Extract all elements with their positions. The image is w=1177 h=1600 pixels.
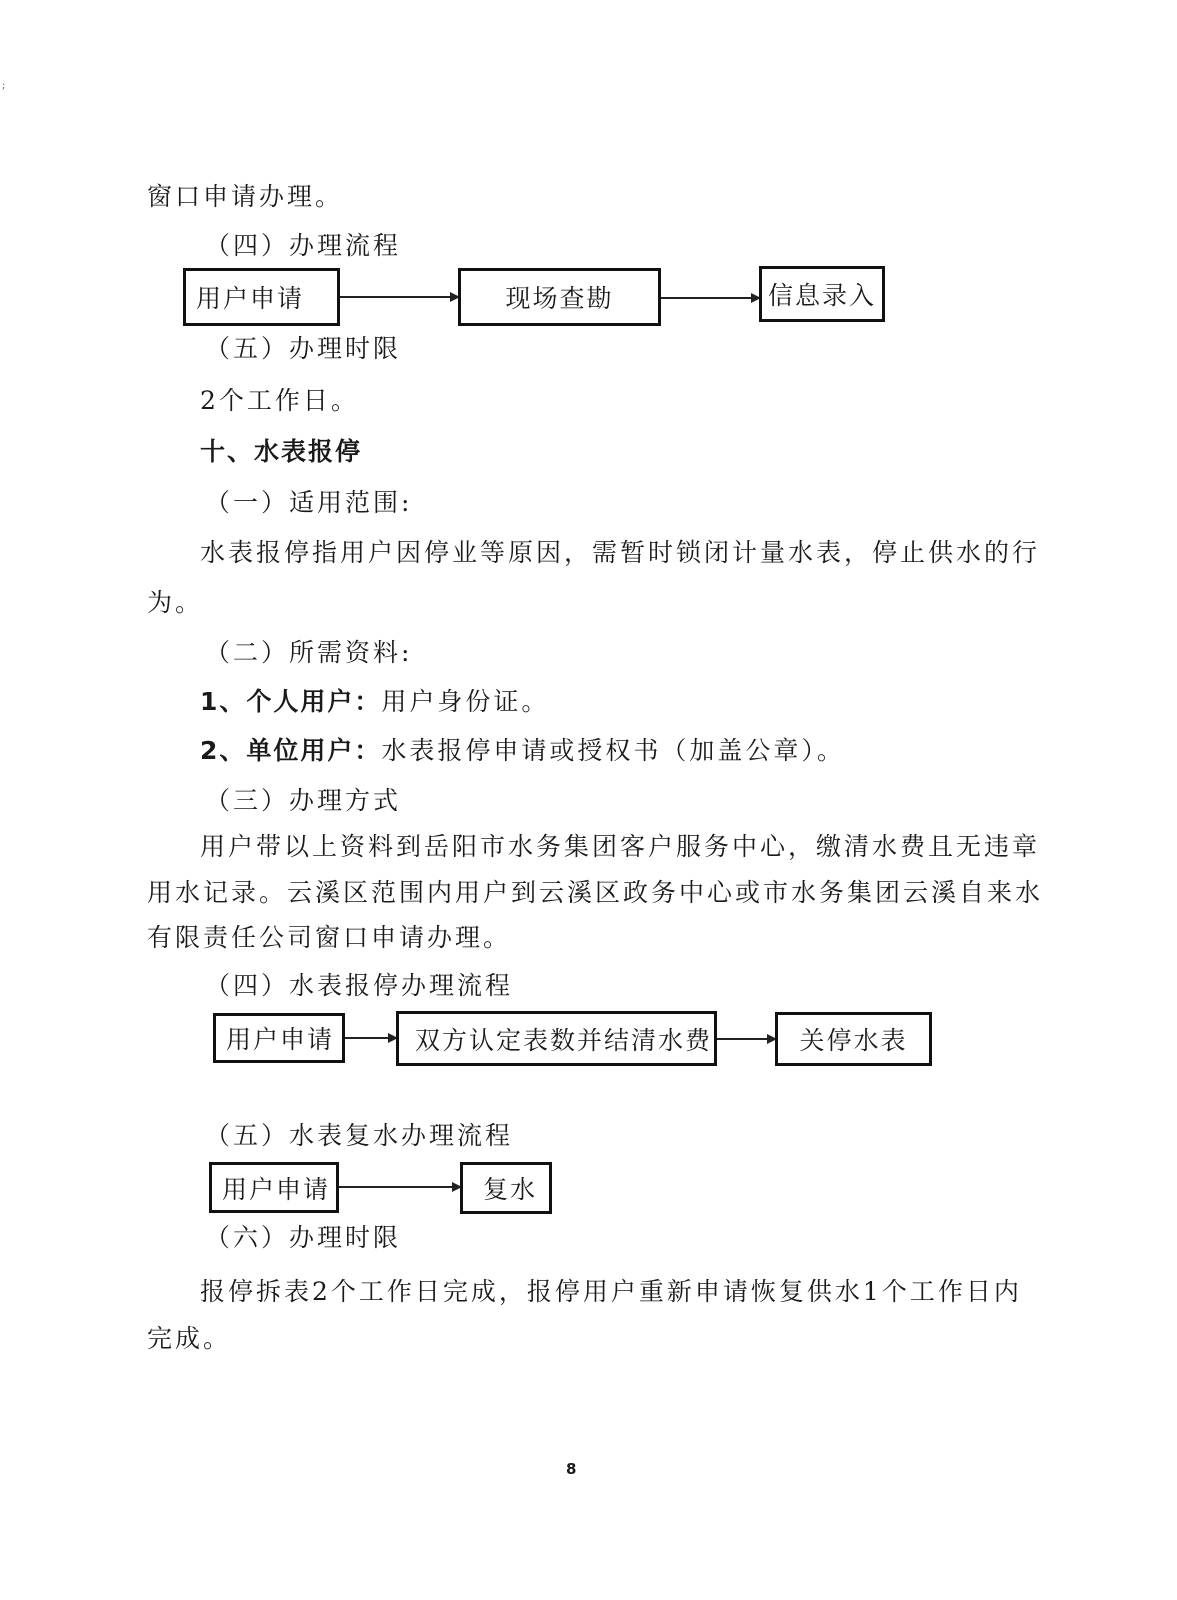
- flow-node-apply: 用户申请: [213, 1013, 345, 1063]
- flow-arrow: [340, 296, 458, 298]
- paragraph-time-2: 完成。: [147, 1324, 232, 1353]
- flow-node-resume: 复水: [460, 1162, 552, 1214]
- flow-node-apply: 用户申请: [183, 268, 340, 326]
- paragraph-window: 窗口申请办理。: [147, 182, 344, 211]
- doc-item-1-label: 1、个人用户：: [200, 687, 382, 716]
- doc-item-2: [200, 735, 845, 767]
- heading-time-limit-2: （六）办理时限: [205, 1223, 402, 1252]
- page-number: 8: [566, 1460, 577, 1478]
- heading-resume-process: （五）水表复水办理流程: [205, 1121, 514, 1150]
- heading-process: （四）办理流程: [205, 231, 402, 260]
- flow-node-apply: 用户申请: [209, 1162, 339, 1213]
- heading-stop-process: （四）水表报停办理流程: [205, 971, 514, 1000]
- doc-item-2-label: 2、单位用户：: [200, 736, 382, 765]
- doc-item-1-text: 用户身份证。: [381, 687, 550, 716]
- flow-node-shut-meter: 关停水表: [775, 1012, 932, 1066]
- flow-node-survey: 现场查勘: [458, 268, 661, 326]
- paragraph-scope-2: 为。: [147, 588, 204, 617]
- doc-item-1: [200, 686, 549, 718]
- paragraph-method-3: 有限责任公司窗口申请办理。: [147, 923, 512, 952]
- doc-item-2-text: 水表报停申请或授权书（加盖公章）。: [381, 736, 845, 765]
- heading-documents: （二）所需资料:: [205, 638, 413, 667]
- paragraph-method-1: 用户带以上资料到岳阳市水务集团客户服务中心，缴清水费且无违章: [200, 832, 1041, 861]
- heading-time-limit: （五）办理时限: [205, 334, 402, 363]
- flow-arrow: [717, 1038, 775, 1040]
- heading-scope: （一）适用范围:: [205, 488, 413, 517]
- flow-arrow: [339, 1186, 460, 1188]
- margin-mark: ;: [2, 80, 6, 91]
- heading-method: （三）办理方式: [205, 786, 402, 815]
- flow-node-confirm-reading: 双方认定表数并结清水费: [396, 1011, 717, 1066]
- section-title-meter-stop: 十、水表报停: [200, 437, 363, 466]
- paragraph-scope-1: 水表报停指用户因停业等原因，需暂时锁闭计量水表，停止供水的行: [200, 538, 1041, 567]
- flow-node-entry: 信息录入: [759, 266, 885, 322]
- flow-arrow: [661, 297, 759, 299]
- paragraph-method-2: 用水记录。云溪区范围内用户到云溪区政务中心或市水务集团云溪自来水: [147, 878, 1044, 907]
- flow-arrow: [345, 1037, 396, 1039]
- paragraph-time-1: 报停拆表2个工作日完成，报停用户重新申请恢复供水1个工作日内: [200, 1277, 1022, 1306]
- paragraph-time-limit: 2个工作日。: [200, 386, 359, 415]
